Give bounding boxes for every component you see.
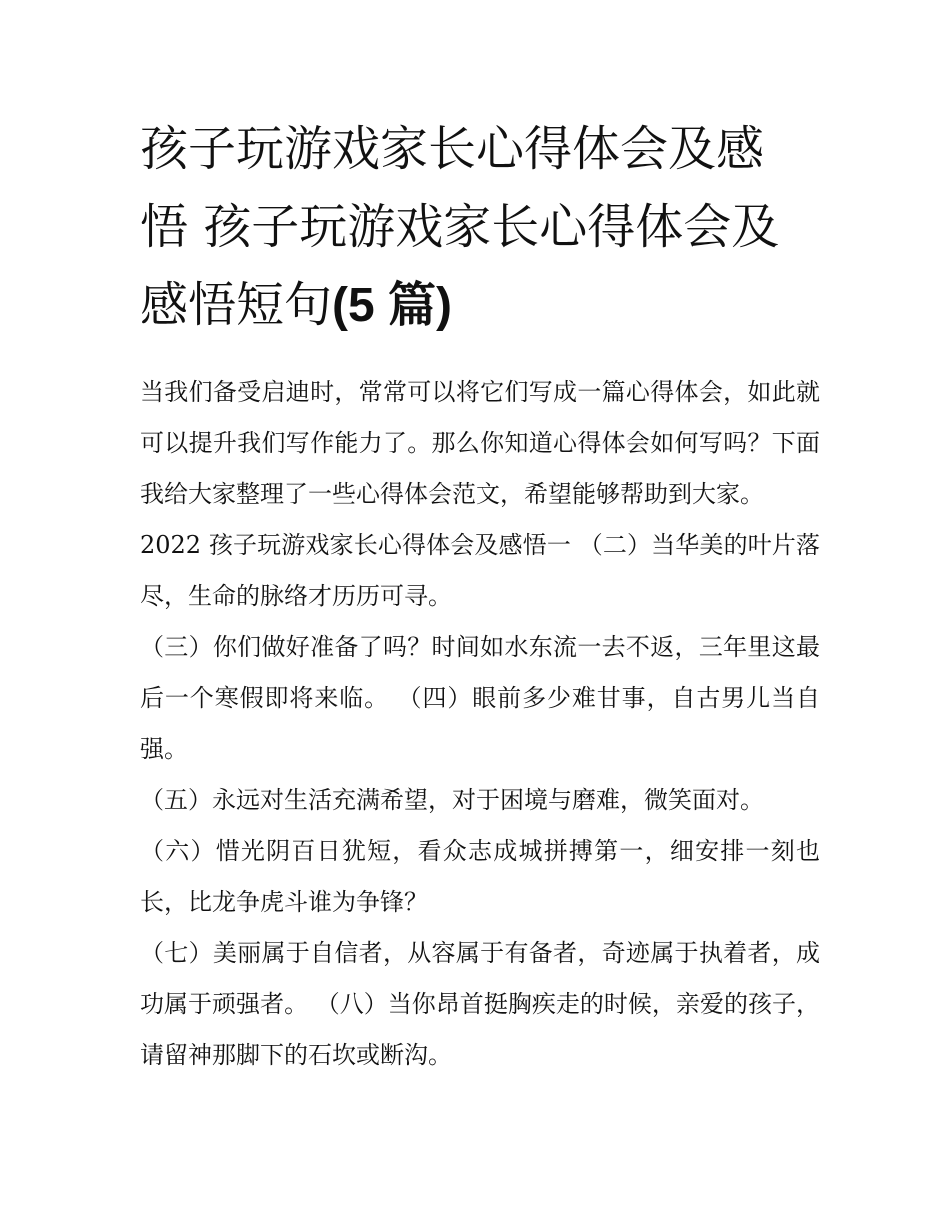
title-count: (5 篇) [332,279,453,332]
paragraph-intro: 当我们备受启迪时，常常可以将它们写成一篇心得体会，如此就可以提升我们写作能力了。那么你知道心得体会如何写吗？下面我给大家整理了一些心得体会范文，希望能够帮助到大家。 [140,378,820,508]
title-line-3: 感悟短句 [140,277,333,333]
title-line-1: 孩子玩游戏家长心得体会及感 [140,121,765,177]
title-line-2: 悟 孩子玩游戏家长心得体会及 [140,199,780,255]
document-body [140,367,820,1081]
document-title [140,110,820,345]
paragraph: （六）惜光阴百日犹短，看众志成城拼搏第一，细安排一刻也长，比龙争虎斗谁为争锋？ [140,837,820,916]
document-page [140,110,820,1081]
paragraph: （五）永远对生活充满希望，对于困境与磨难，微笑面对。 [140,786,764,814]
paragraph: 2022 孩子玩游戏家长心得体会及感悟一 （二）当华美的叶片落尽，生命的脉络才历历可寻。 [140,531,820,610]
paragraph: （三）你们做好准备了吗？时间如水东流一去不返，三年里这最后一个寒假即将来临。 （四）眼前多少难甘事，自古男儿当自强。 [140,633,820,763]
paragraph: （七）美丽属于自信者，从容属于有备者，奇迹属于执着者，成功属于顽强者。 （八）当你昂首挺胸疾走的时候，亲爱的孩子，请留神那脚下的石坎或断沟。 [140,939,820,1069]
